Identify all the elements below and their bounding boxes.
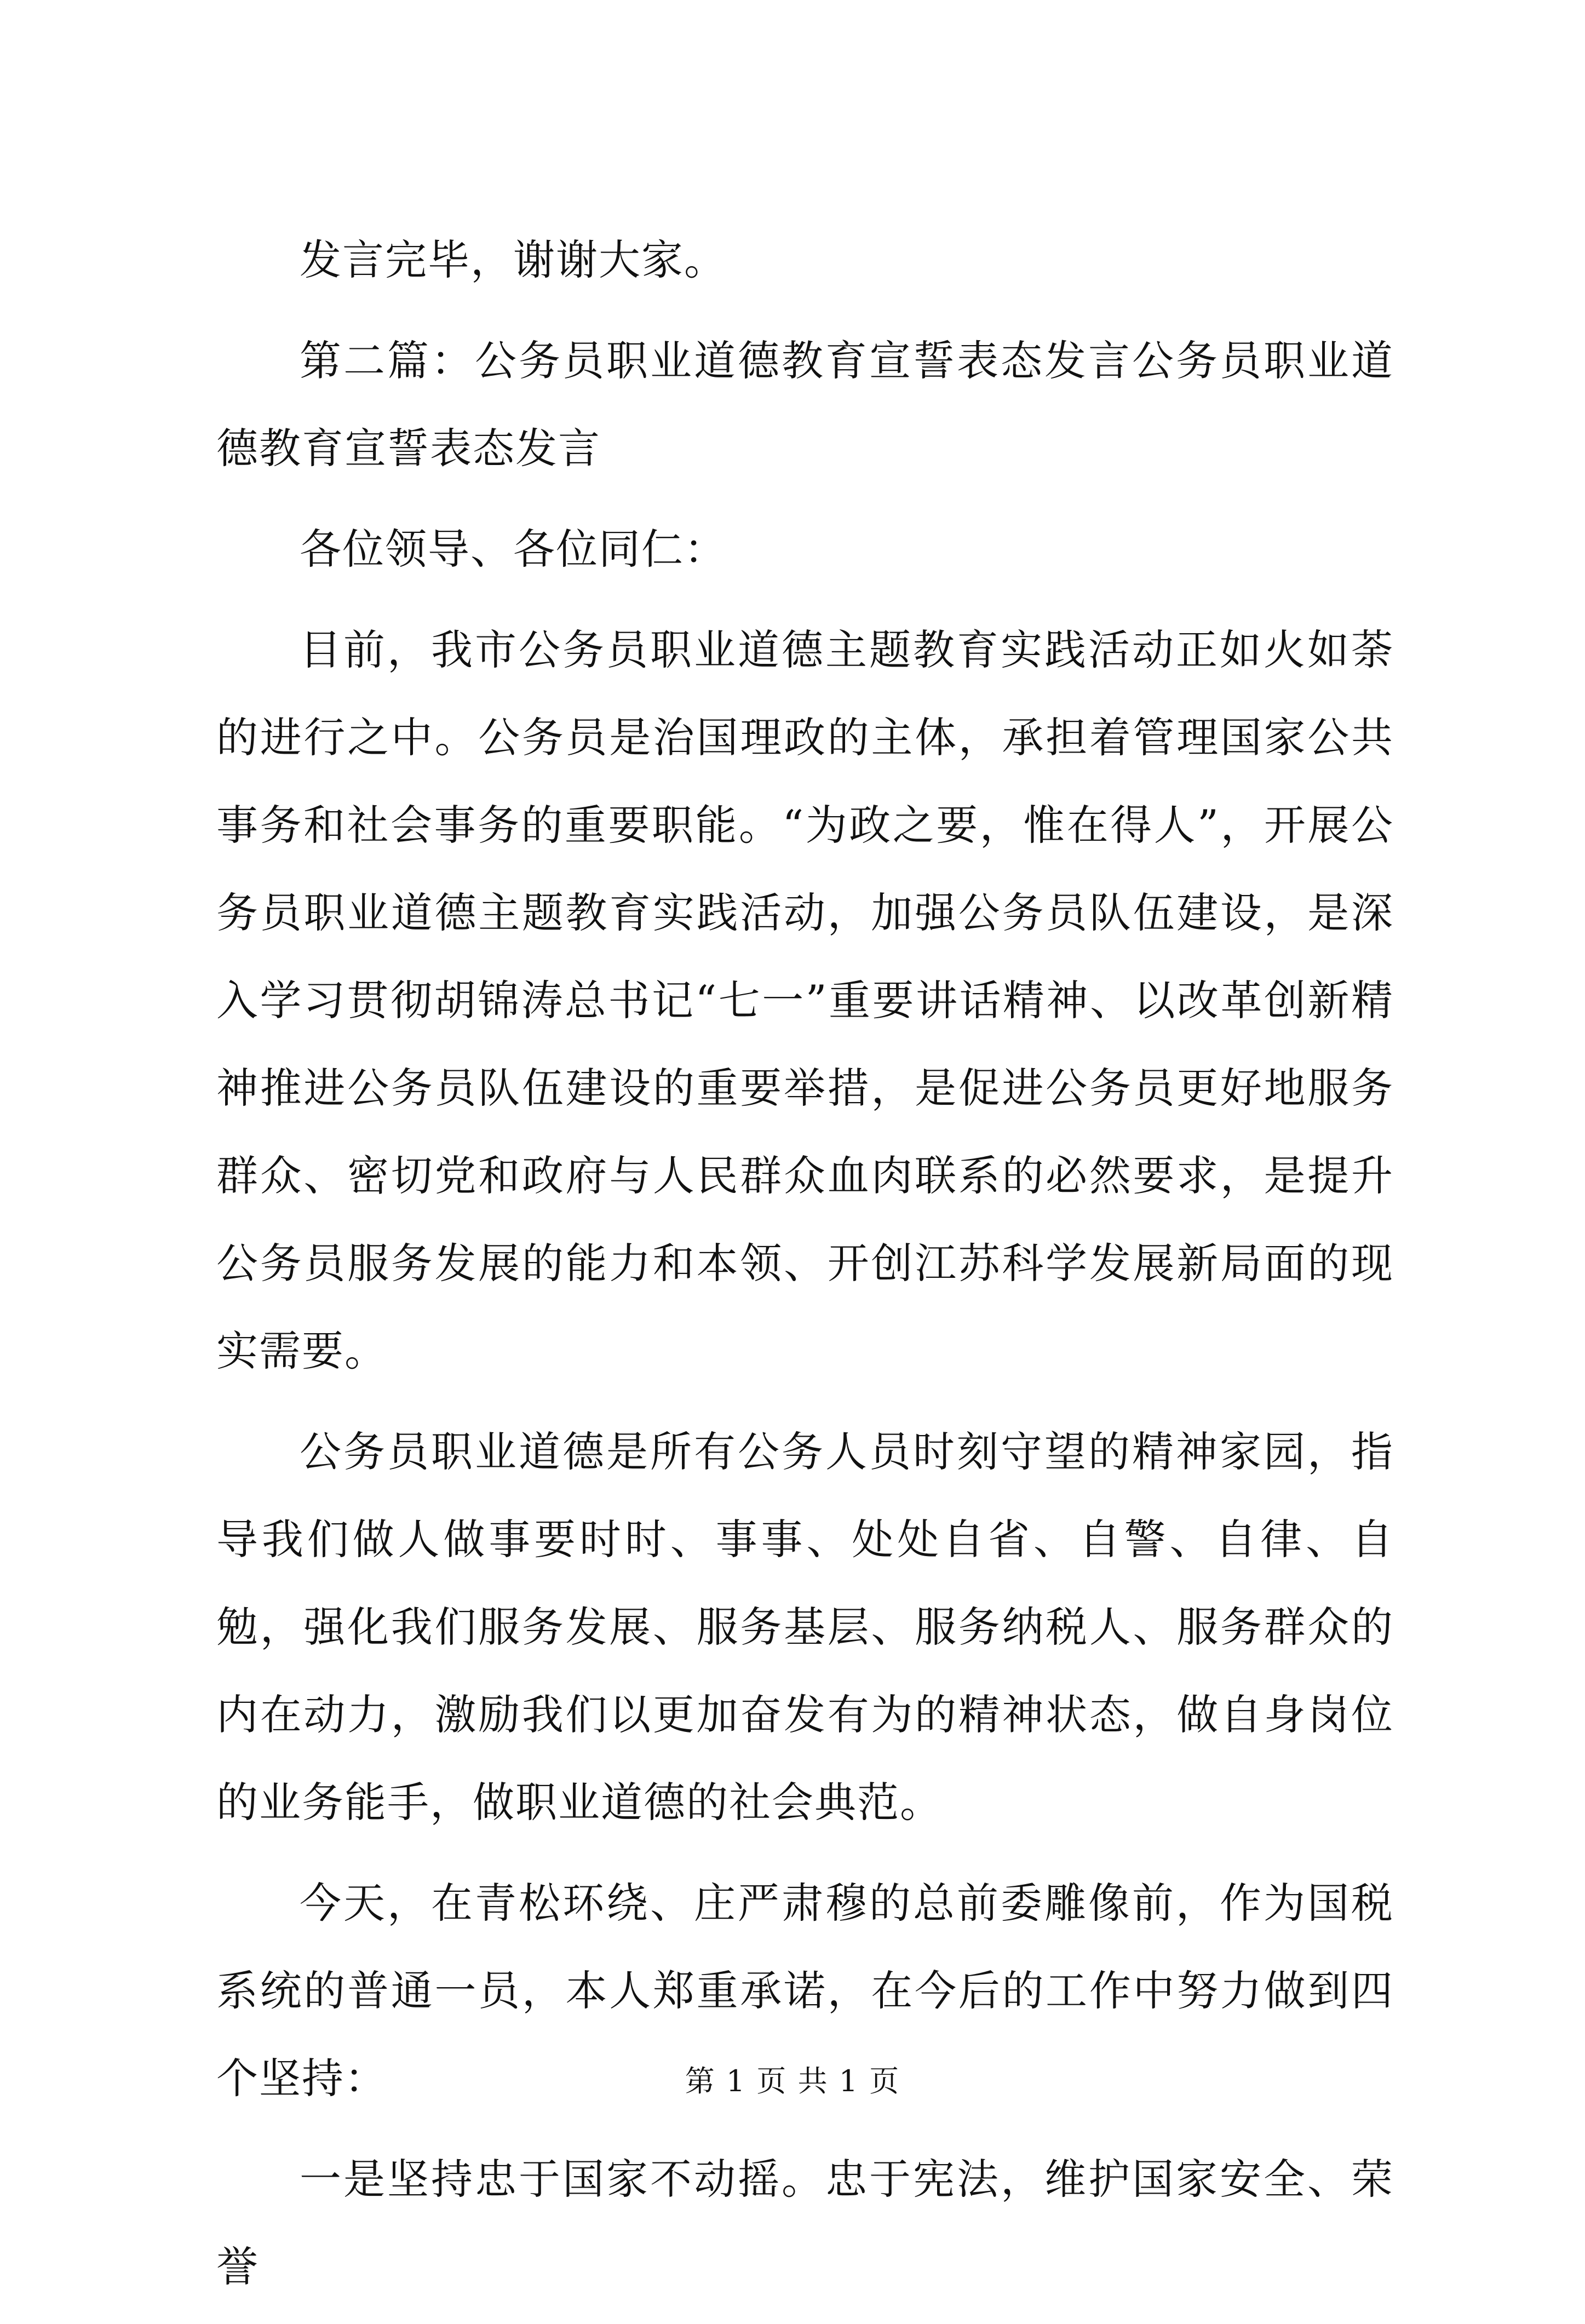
paragraph-salutation: 各位领导、各位同仁： [300,525,727,573]
paragraph-pledge: 今天，在青松环绕、庄严肃穆的总前委雕像前，作为国税系统的普通一员，本人郑重承诺，在今后的工作中努力做到四个坚持： [216,1879,1394,2103]
paragraph-section-title: 第二篇：公务员职业道德教育宣誓表态发言公务员职业道德教育宣誓表态发言 [216,336,1394,473]
paragraph-closing: 发言完毕，谢谢大家。 [300,236,727,284]
paragraph-intro: 目前，我市公务员职业道德主题教育实践活动正如火如荼的进行之中。公务员是治国理政的主体，承担着管理国家公共事务和社会事务的重要职能。“为政之要，惟在得人”，开展公务员职业道德主题教育实践活动，加强公务员队伍建设，是深入学习贯彻胡锦涛总书记“七一”重要讲话精神、以改革创新精神推进公务员队伍建设的重要举措，是促进公务员更好地服务群众、密切党和政府与人民群众血肉联系的必然要求，是提升公务员服务发展的能力和本领、开创江苏科学发展新局面的现实需要。 [216,626,1394,1375]
page-footer: 第 1 页 共 1 页 [685,2064,900,2098]
paragraph-point-one: 一是坚持忠于国家不动摇。忠于宪法，维护国家安全、荣誉 [216,2155,1394,2291]
paragraph-ethics: 公务员职业道德是所有公务人员时刻守望的精神家园，指导我们做人做事要时时、事事、处处自省、自警、自律、自勉，强化我们服务发展、服务基层、服务纳税人、服务群众的内在动力，激励我们以更加奋发有为的精神状态，做自身岗位的业务能手，做职业道德的社会典范。 [216,1427,1394,1827]
document-body [216,216,1394,2324]
